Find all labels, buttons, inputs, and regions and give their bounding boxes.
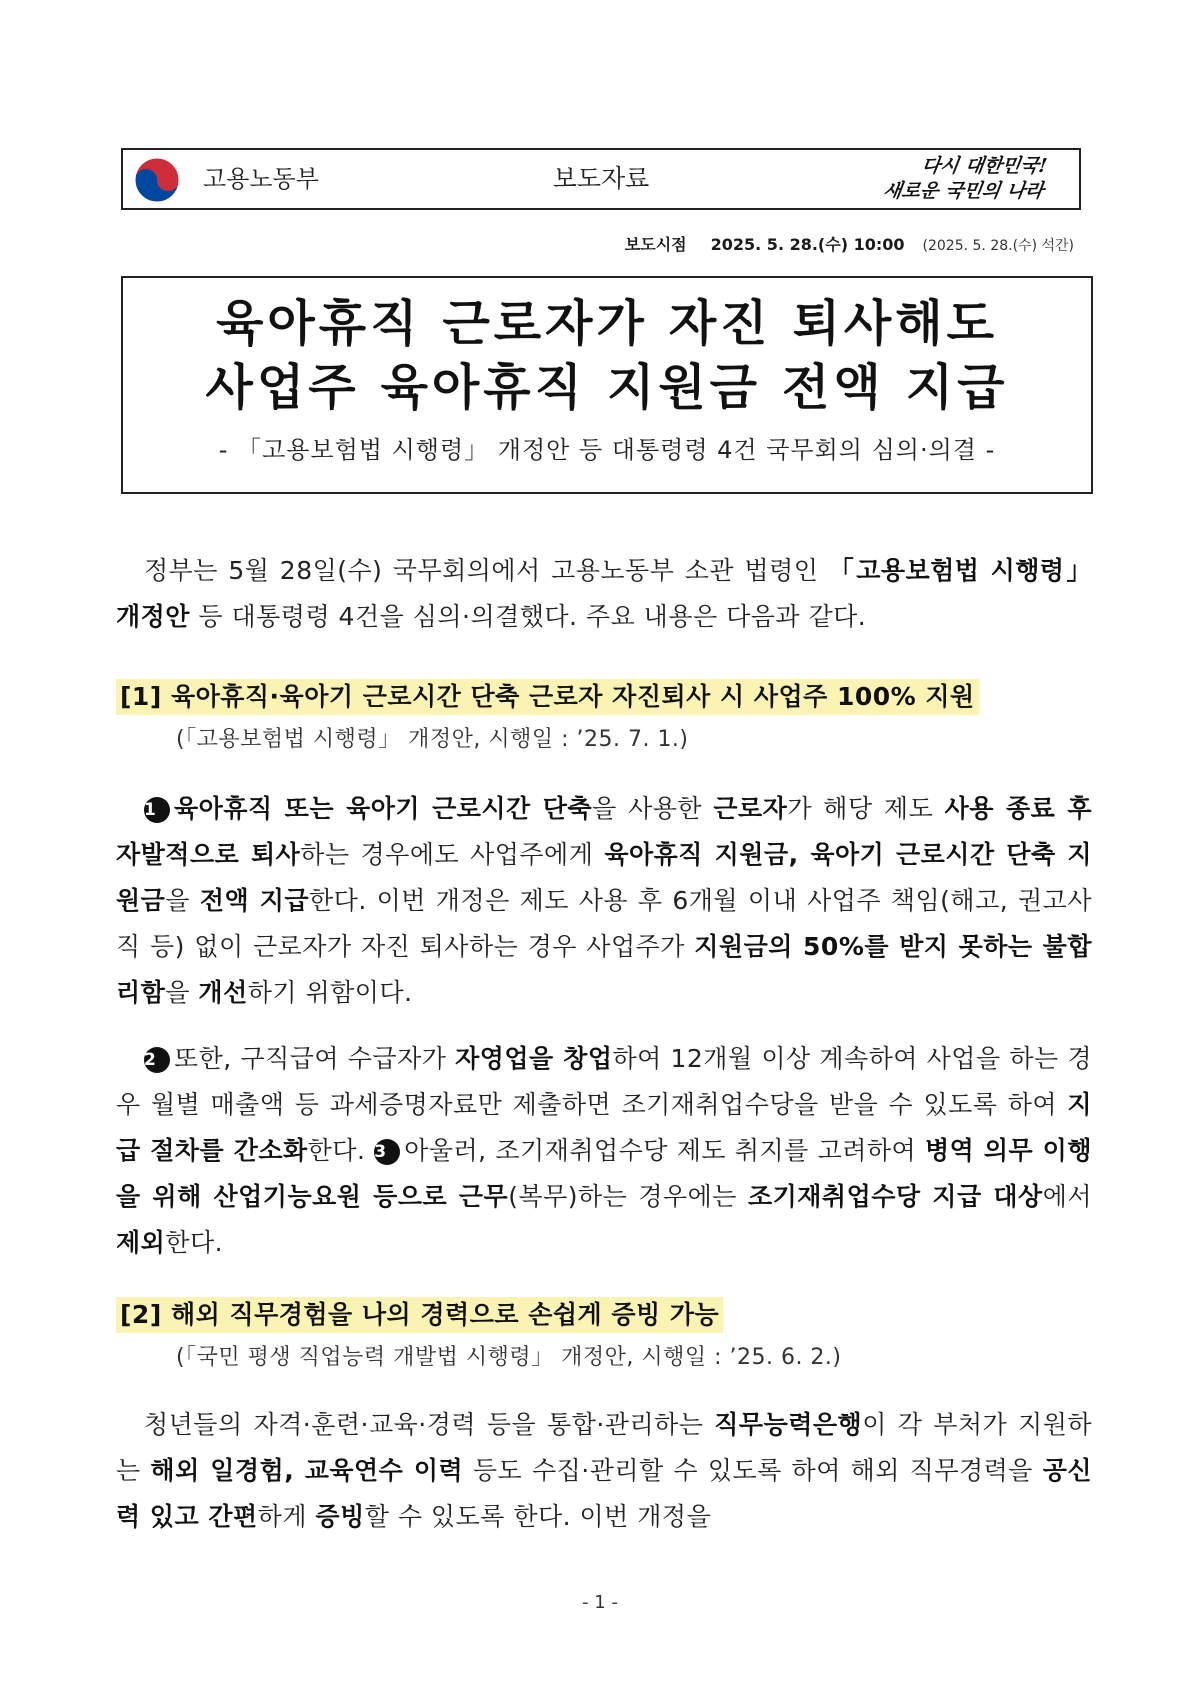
- s2p1-text-3: 등도 수집·관리할 수 있도록 하여 해외 직무경력을: [463, 1456, 1043, 1485]
- section-1: [116, 674, 1092, 760]
- section-1-paragraph-1-block: [116, 786, 1092, 1016]
- s1p2-text-1: 또한, 구직급여 수급자가: [174, 1044, 456, 1073]
- s2p1-bold-2: 해외 일경험, 교육연수 이력: [150, 1456, 464, 1485]
- s2p1-text-1: 청년들의 자격·훈련·교육·경력 등을 통합·관리하는: [144, 1410, 715, 1439]
- s1p1-bold-3: 사용 종료 후 자발적으로 퇴사: [116, 794, 1093, 869]
- slogan-line-2: 새로운 국민의 나라: [881, 180, 1045, 202]
- release-note: (2025. 5. 28.(수) 석간): [922, 238, 1074, 254]
- s1p2-text-3: 한다.: [307, 1136, 375, 1165]
- s2p1-bold-4: 증빙: [315, 1502, 365, 1531]
- s1p1-text-1: 을 사용한: [592, 794, 714, 823]
- s1p1-text-7: 하기 위함이다.: [247, 978, 413, 1007]
- bullet-number-1-icon: 1: [144, 797, 170, 823]
- intro-text-2: 등 대통령령 4건을 심의·의결했다. 주요 내용은 다음과 같다.: [189, 602, 867, 631]
- s1p2-bold-1: 자영업을 창업: [455, 1044, 613, 1073]
- bullet-number-2-icon: 2: [144, 1047, 170, 1073]
- intro-text-1: 정부는 5월 28일(수) 국무회의에서 고용노동부 소관 법령인: [144, 556, 829, 585]
- ministry-name: 고용노동부: [203, 165, 319, 193]
- header-box: [121, 148, 1081, 210]
- title-box: [121, 276, 1093, 494]
- release-datetime: 2025. 5. 28.(수) 10:00: [710, 235, 905, 254]
- intro-block: [116, 548, 1092, 640]
- s2p1-bold-3: 공신력 있고 간편: [116, 1456, 1092, 1531]
- document-type: 보도자료: [552, 164, 650, 193]
- s1p1-bold-1: 육아휴직 또는 육아기 근로시간 단축: [174, 794, 593, 823]
- s2p1-bold-1: 직무능력은행: [714, 1410, 863, 1439]
- s1p2-text-7: 한다.: [165, 1228, 224, 1257]
- page-number: - 1 -: [582, 1592, 618, 1613]
- s1p2-bold-2: 지급 절차를 간소화: [116, 1090, 1092, 1165]
- s1p2-text-4: 아울러, 조기재취업수당 제도 취지를 고려하여: [404, 1136, 925, 1165]
- release-time: [625, 232, 1074, 255]
- s1p1-bold-5: 전액 지급: [199, 886, 310, 915]
- s1p2-text-6: 에서: [1042, 1182, 1092, 1211]
- slogan-handwriting: [801, 154, 1048, 206]
- s1p2-text-2: 하여 12개월 이상 계속하여 사업을 하는 경우 월별 매출액 등 과세증명자료만 제출하면 조기재취업수당을 받을 수 있도록 하여: [116, 1044, 1092, 1119]
- section-2: [116, 1292, 1092, 1378]
- s2p1-text-2: 이 각 부처가 지원하는: [116, 1410, 1093, 1485]
- s1p2-text-5: (복무)하는 경우에는: [508, 1182, 748, 1211]
- s1p1-text-2: 가 해당 제도: [787, 794, 945, 823]
- s1p1-bold-6: 지원금의 50%를 받지 못하는 불합리함: [116, 932, 1092, 1007]
- s1p1-text-5: 한다. 이번 개정은 제도 사용 후 6개월 이내 사업주 책임(해고, 권고사직 등) 없이 근로자가 자진 퇴사하는 경우 사업주가: [116, 886, 1092, 961]
- s1p1-bold-7: 개선: [198, 978, 248, 1007]
- section-2-heading: [2] 해외 직무경험을 나의 경력으로 손쉽게 증빙 가능: [116, 1297, 723, 1333]
- s1p1-text-4: 을: [165, 886, 200, 915]
- section-1-note: (「고용보험법 시행령」 개정안, 시행일 : ’25. 7. 1.): [176, 727, 689, 752]
- section-1-paragraph-2-block: [116, 1036, 1092, 1266]
- s1p2-bold-5: 제외: [116, 1228, 166, 1257]
- intro-bold-1: 「고용보험법 시행령」 개정안: [116, 556, 1093, 631]
- s1p1-bold-2: 근로자: [713, 794, 788, 823]
- title-line-1: 육아휴직 근로자가 자진 퇴사해도: [216, 295, 998, 352]
- bullet-number-3-icon: 3: [374, 1139, 400, 1165]
- section-2-paragraph-1-block: [116, 1402, 1092, 1540]
- title-line-2: 사업주 육아휴직 지원금 전액 지급: [205, 359, 1009, 416]
- section-2-paragraph-1: [116, 1402, 1092, 1540]
- s2p1-text-5: 할 수 있도록 한다. 이번 개정을: [364, 1502, 712, 1531]
- section-2-note: (「국민 평생 직업능력 개발법 시행령」 개정안, 시행일 : ’25. 6. 2.): [176, 1345, 842, 1370]
- s1p2-bold-4: 조기재취업수당 지급 대상: [747, 1182, 1043, 1211]
- release-label: 보도시점: [624, 235, 687, 254]
- section-1-paragraph-2: [116, 1036, 1092, 1266]
- s1p1-text-3: 하는 경우에도 사업주에게: [300, 840, 605, 869]
- s1p1-text-6: 을: [165, 978, 199, 1007]
- subtitle: - 「고용보험법 시행령」 개정안 등 대통령령 4건 국무회의 심의·의결 -: [218, 436, 996, 464]
- intro-paragraph: [116, 548, 1092, 640]
- s1p2-bold-3: 병역 의무 이행을 위해 산업기능요원 등으로 근무: [116, 1136, 1092, 1211]
- s2p1-text-4: 하게: [257, 1502, 316, 1531]
- slogan-line-1: 다시 대한민국!: [920, 155, 1049, 177]
- s1p1-bold-4: 육아휴직 지원금, 육아기 근로시간 단축 지원금: [116, 840, 1092, 915]
- section-1-paragraph-1: [116, 786, 1092, 1016]
- section-1-heading: [1] 육아휴직·육아기 근로시간 단축 근로자 자진퇴사 시 사업주 100% 지원: [116, 679, 979, 715]
